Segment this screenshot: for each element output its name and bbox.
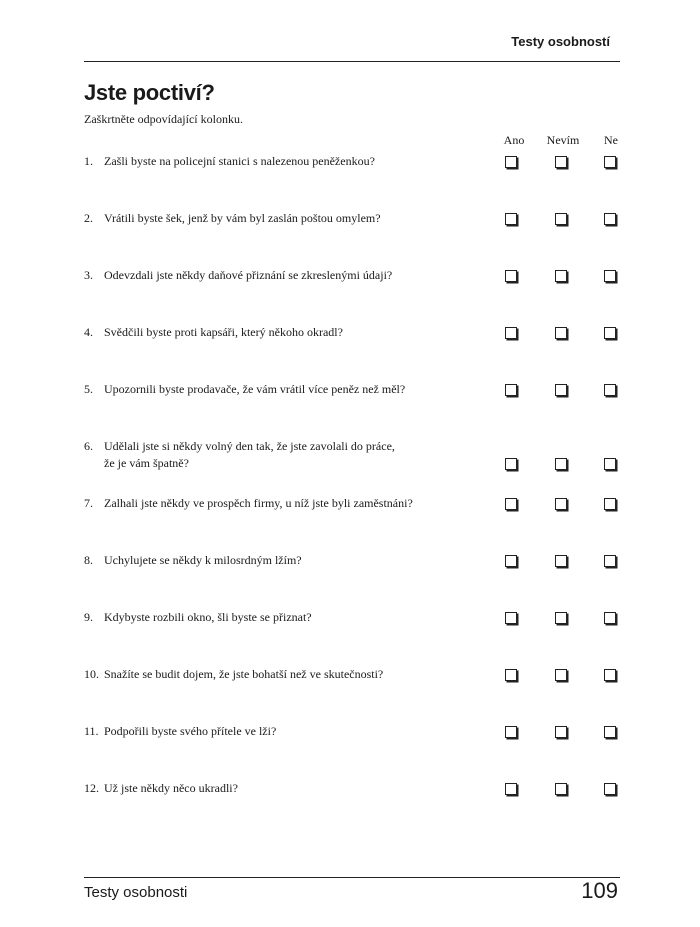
answer-checkbox-yes[interactable] xyxy=(505,156,517,168)
answer-checkbox-no[interactable] xyxy=(604,213,616,225)
question-number: 12. xyxy=(84,781,99,795)
question-text xyxy=(84,552,302,569)
question-line: Udělali jste si někdy volný den tak, že jste zavolali do práce, xyxy=(104,439,395,453)
question-number: 6. xyxy=(84,439,93,453)
question-line: Snažíte se budit dojem, že jste bohatší než ve skutečnosti? xyxy=(104,667,384,681)
answer-checkbox-no[interactable] xyxy=(604,612,616,624)
answer-checkbox-no[interactable] xyxy=(604,270,616,282)
question-number: 7. xyxy=(84,496,93,510)
answer-checkbox-dont-know[interactable] xyxy=(555,384,567,396)
answer-checkbox-dont-know[interactable] xyxy=(555,783,567,795)
question-text xyxy=(84,267,392,284)
answer-checkbox-no[interactable] xyxy=(604,669,616,681)
question-number: 10. xyxy=(84,667,99,681)
question-line: Podpořili byste svého přítele ve lži? xyxy=(104,724,277,738)
footer-section-title: Testy osobnosti xyxy=(84,884,188,901)
answer-checkbox-yes[interactable] xyxy=(505,270,517,282)
answer-checkbox-dont-know[interactable] xyxy=(555,213,567,225)
question-line: Odevzdali jste někdy daňové přiznání se zkreslenými údaji? xyxy=(104,268,393,282)
question-number: 5. xyxy=(84,382,93,396)
question-text xyxy=(84,780,238,797)
answer-checkbox-no[interactable] xyxy=(604,458,616,470)
answer-checkbox-dont-know[interactable] xyxy=(555,726,567,738)
answer-checkbox-yes[interactable] xyxy=(505,669,517,681)
running-header: Testy osobností xyxy=(511,34,610,49)
instruction-text: Zaškrtněte odpovídající kolonku. xyxy=(84,112,243,126)
question-line: Vrátili byste šek, jenž by vám byl zaslán poštou omylem? xyxy=(104,211,381,225)
answer-checkbox-no[interactable] xyxy=(604,384,616,396)
answer-checkbox-yes[interactable] xyxy=(505,783,517,795)
answer-checkbox-yes[interactable] xyxy=(505,726,517,738)
question-line: Uchylujete se někdy k milosrdným lžím? xyxy=(104,553,302,567)
column-header-yes: Ano xyxy=(503,133,525,147)
page-number: 109 xyxy=(581,878,618,903)
question-text xyxy=(84,609,312,626)
question-number: 9. xyxy=(84,610,93,624)
question-line: Zašli byste na policejní stanici s nalezenou peněženkou? xyxy=(104,154,375,168)
question-number: 1. xyxy=(84,154,93,168)
answer-checkbox-yes[interactable] xyxy=(505,612,517,624)
answer-checkbox-dont-know[interactable] xyxy=(555,156,567,168)
question-line: Kdybyste rozbili okno, šli byste se přiznat? xyxy=(104,610,312,624)
question-text xyxy=(84,324,343,341)
question-line: Upozornili byste prodavače, že vám vrátil více peněz než měl? xyxy=(104,382,406,396)
question-text xyxy=(84,153,375,170)
question-text xyxy=(84,210,381,227)
question-line: že je vám špatně? xyxy=(104,456,189,470)
answer-checkbox-dont-know[interactable] xyxy=(555,270,567,282)
question-number: 8. xyxy=(84,553,93,567)
question-text xyxy=(84,495,413,512)
question-line: Už jste někdy něco ukradli? xyxy=(104,781,238,795)
question-text xyxy=(84,666,383,683)
page-title: Jste poctiví? xyxy=(84,80,215,105)
answer-checkbox-yes[interactable] xyxy=(505,213,517,225)
answer-checkbox-yes[interactable] xyxy=(505,327,517,339)
question-line: Zalhali jste někdy ve prospěch firmy, u níž jste byli zaměstnáni? xyxy=(104,496,413,510)
answer-checkbox-no[interactable] xyxy=(604,783,616,795)
header-rule xyxy=(84,61,620,62)
answer-checkbox-no[interactable] xyxy=(604,327,616,339)
question-number: 11. xyxy=(84,724,99,738)
answer-checkbox-yes[interactable] xyxy=(505,498,517,510)
answer-checkbox-yes[interactable] xyxy=(505,384,517,396)
answer-checkbox-no[interactable] xyxy=(604,555,616,567)
answer-checkbox-dont-know[interactable] xyxy=(555,327,567,339)
answer-checkbox-dont-know[interactable] xyxy=(555,498,567,510)
answer-checkbox-no[interactable] xyxy=(604,726,616,738)
question-text xyxy=(84,381,405,398)
answer-checkbox-yes[interactable] xyxy=(505,458,517,470)
answer-checkbox-dont-know[interactable] xyxy=(555,555,567,567)
question-text xyxy=(84,438,395,472)
question-number: 2. xyxy=(84,211,93,225)
answer-checkbox-yes[interactable] xyxy=(505,555,517,567)
footer-rule xyxy=(84,877,620,878)
answer-checkbox-no[interactable] xyxy=(604,156,616,168)
column-header-no: Ne xyxy=(604,133,618,147)
answer-checkbox-no[interactable] xyxy=(604,498,616,510)
answer-checkbox-dont-know[interactable] xyxy=(555,458,567,470)
question-text xyxy=(84,723,276,740)
answer-checkbox-dont-know[interactable] xyxy=(555,669,567,681)
question-number: 4. xyxy=(84,325,93,339)
question-number: 3. xyxy=(84,268,93,282)
column-header-dont-know: Nevím xyxy=(546,133,580,147)
question-line: Svědčili byste proti kapsáři, který někoho okradl? xyxy=(104,325,343,339)
answer-checkbox-dont-know[interactable] xyxy=(555,612,567,624)
